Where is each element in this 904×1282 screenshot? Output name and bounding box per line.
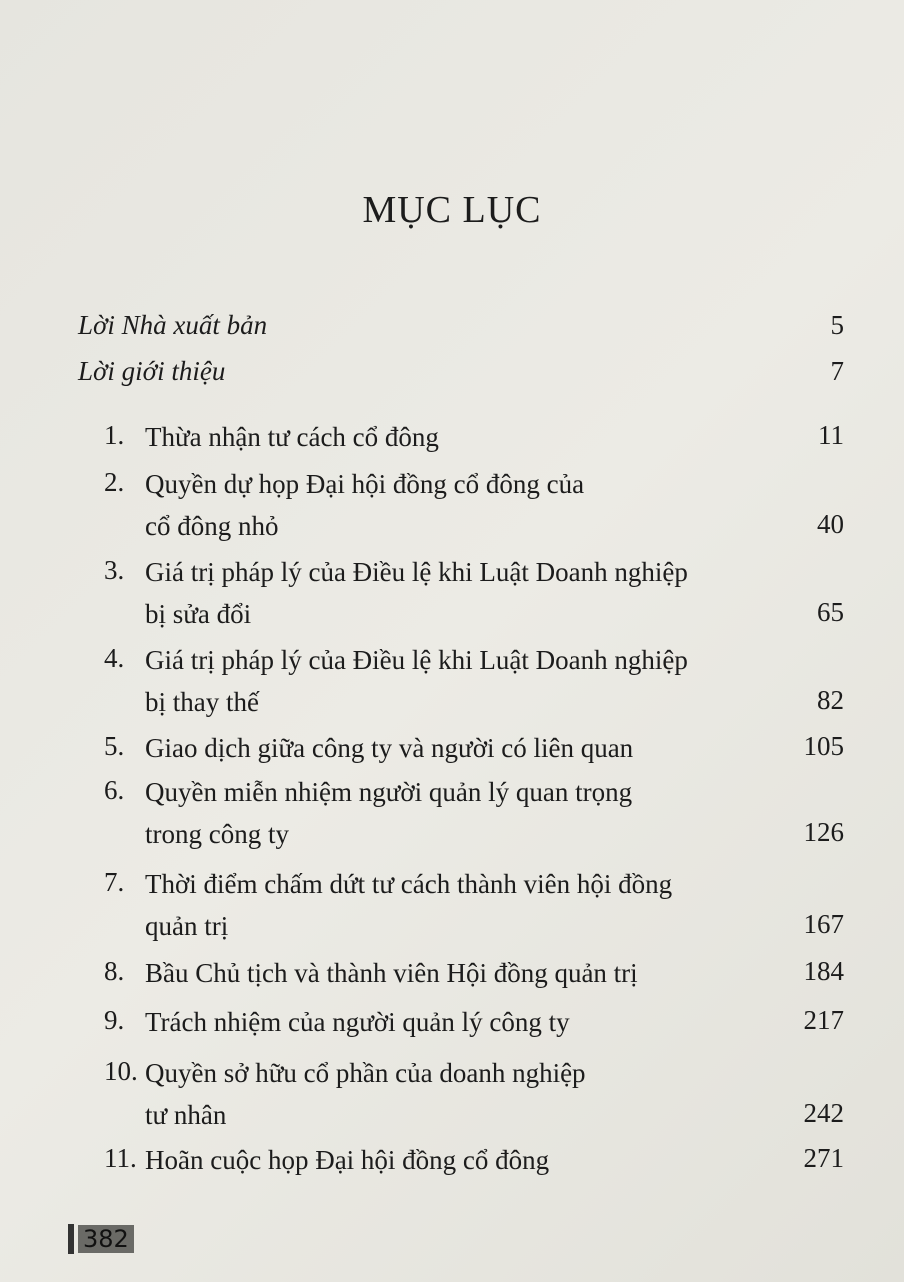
toc-entry-line: Bầu Chủ tịch và thành viên Hội đồng quản trị — [145, 958, 638, 988]
toc-entry-title — [145, 1001, 745, 1043]
toc-entry-line: bị thay thế — [145, 687, 259, 717]
toc-entry-line: Hoãn cuộc họp Đại hội đồng cổ đông — [145, 1145, 550, 1175]
toc-entry-number: 3. — [104, 555, 125, 585]
toc-entry-page: 184 — [803, 956, 844, 986]
toc-entry-title — [145, 727, 745, 769]
toc-entry — [0, 639, 904, 720]
toc-entry-number: 6. — [104, 775, 125, 805]
toc-entry-title: Lời giới thiệu — [78, 356, 226, 386]
toc-entry — [0, 1052, 904, 1133]
toc-entry-page: 105 — [803, 731, 844, 761]
toc-entry-line: Giao dịch giữa công ty và người có liên quan — [145, 733, 634, 763]
toc-entry-line: cổ đông nhỏ — [145, 511, 279, 541]
toc-entry-number: 1. — [104, 420, 125, 450]
toc-entry-title — [145, 952, 745, 994]
toc-entry-number: 4. — [104, 643, 125, 673]
toc-entry-page: 65 — [817, 597, 844, 627]
toc-entry-page: 82 — [817, 685, 844, 715]
toc-entry-title — [145, 863, 745, 947]
toc-entry — [0, 1001, 904, 1040]
toc-entry — [0, 463, 904, 544]
toc-entry-line: Thời điểm chấm dứt tư cách thành viên hội đồng — [145, 869, 673, 899]
page-marker-bar — [68, 1224, 74, 1254]
toc-entry-line: quản trị — [145, 911, 229, 941]
toc-entry — [0, 551, 904, 632]
toc-entry-page: 40 — [817, 509, 844, 539]
toc-entry — [0, 352, 904, 391]
toc-entry-number: 9. — [104, 1005, 125, 1035]
toc-entry — [0, 306, 904, 345]
toc-entry — [0, 727, 904, 766]
toc-entry-line: bị sửa đổi — [145, 599, 252, 629]
toc-entry-line: Quyền miễn nhiệm người quản lý quan trọng — [145, 777, 633, 807]
toc-entry-title — [145, 1052, 745, 1136]
page-number-label: 382 — [78, 1225, 134, 1253]
toc-entry-number: 11. — [104, 1143, 137, 1173]
toc-entry-line: Giá trị pháp lý của Điều lệ khi Luật Doanh nghiệp — [145, 645, 688, 675]
toc-entry-title: Lời Nhà xuất bản — [78, 310, 268, 340]
toc-entry-line: tư nhân — [145, 1100, 227, 1130]
toc-entry — [0, 863, 904, 944]
toc-entry-page: 167 — [803, 909, 844, 939]
toc-entry-title — [145, 1139, 745, 1181]
toc-entry-page: 7 — [830, 356, 844, 386]
toc-entry — [0, 952, 904, 991]
toc-entry-title — [145, 639, 745, 723]
page-title: MỤC LỤC — [362, 189, 542, 231]
toc-entry-title — [145, 551, 745, 635]
toc-entry-number: 7. — [104, 867, 125, 897]
toc-entry-line: Giá trị pháp lý của Điều lệ khi Luật Doanh nghiệp — [145, 557, 688, 587]
toc-entry-line: Trách nhiệm của người quản lý công ty — [145, 1007, 570, 1037]
toc-entry-page: 5 — [830, 310, 844, 340]
toc-entry-line: Quyền sở hữu cổ phần của doanh nghiệp — [145, 1058, 586, 1088]
toc-entry-number: 2. — [104, 467, 125, 497]
toc-entry-line: trong công ty — [145, 819, 289, 849]
toc-entry-line: Thừa nhận tư cách cổ đông — [145, 422, 439, 452]
toc-entry — [0, 1139, 904, 1178]
toc-entry — [0, 771, 904, 852]
toc-entry-title — [145, 416, 745, 458]
toc-entry-title — [145, 771, 745, 855]
toc-entry — [0, 416, 904, 455]
toc-entry-page: 217 — [803, 1005, 844, 1035]
toc-entry-page: 271 — [803, 1143, 844, 1173]
toc-entry-page: 11 — [818, 420, 844, 450]
toc-entry-number: 8. — [104, 956, 125, 986]
toc-entry-title — [145, 463, 745, 547]
toc-entry-line: Quyền dự họp Đại hội đồng cổ đông của — [145, 469, 585, 499]
toc-entry-page: 242 — [803, 1098, 844, 1128]
toc-entry-number: 5. — [104, 731, 125, 761]
page-number — [68, 1224, 134, 1254]
toc-entry-page: 126 — [803, 817, 844, 847]
toc-entry-number: 10. — [104, 1056, 138, 1086]
